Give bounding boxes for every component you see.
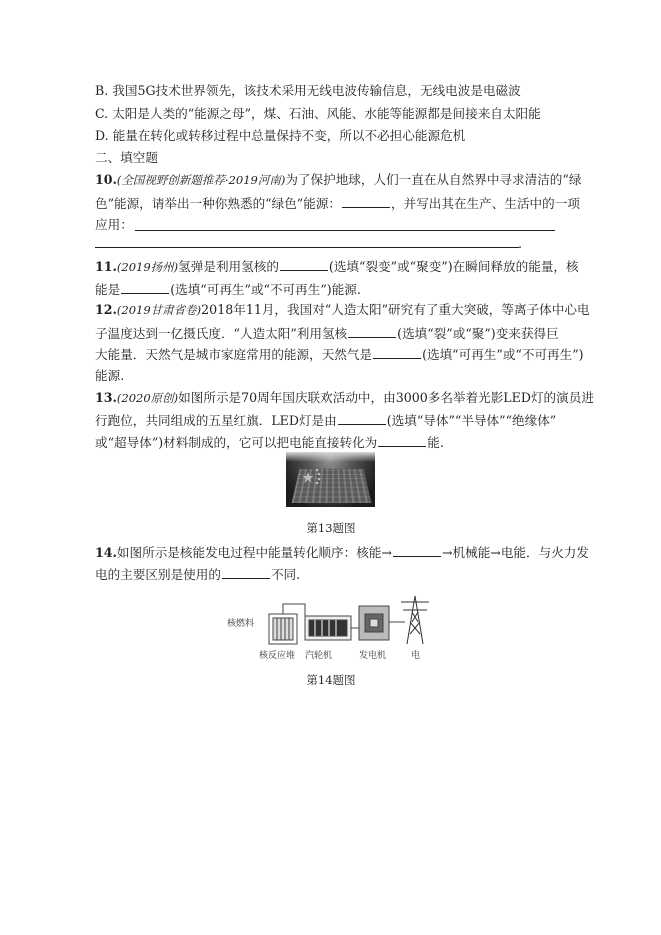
label-generator: 发电机 bbox=[359, 651, 387, 661]
q12-text-1: 2018年11月，我国对“人造太阳”研究有了重大突破，等离子体中心电 bbox=[201, 302, 590, 317]
generator-icon bbox=[359, 606, 405, 640]
q12-line-1 bbox=[95, 302, 590, 318]
q13-text-3b: 能. bbox=[427, 435, 444, 450]
section-title: 二、填空题 bbox=[95, 150, 158, 165]
q12-blank-2[interactable] bbox=[373, 346, 421, 359]
q12-text-3a: 大能量．天然气是城市家庭常用的能源，天然气是 bbox=[95, 347, 373, 362]
q13-text-3a: 或“超导体”)材料制成的，它可以把电能直接转化为 bbox=[95, 435, 378, 450]
q11-blank-1[interactable] bbox=[280, 258, 328, 271]
q13-source: (2020原创) bbox=[116, 391, 179, 405]
label-reactor: 核反应堆 bbox=[259, 651, 296, 661]
q13-blank-1[interactable] bbox=[338, 412, 386, 425]
q11-number: 11. bbox=[95, 259, 117, 274]
q13-line-3 bbox=[95, 434, 444, 451]
q13-line-2 bbox=[95, 412, 556, 429]
q10-end-mark: . bbox=[518, 236, 523, 251]
q12-line-2 bbox=[95, 325, 559, 342]
q10-line-1 bbox=[95, 172, 581, 188]
reactor-icon bbox=[269, 604, 305, 644]
q12-line-4 bbox=[95, 368, 124, 384]
label-fuel: 核燃料 bbox=[227, 619, 255, 629]
option-b: B. 我国5G技术世界领先，该技术采用无线电波传输信息，无线电波是电磁波 bbox=[95, 83, 521, 98]
q10-line-2 bbox=[95, 195, 580, 212]
q14-blank-2[interactable] bbox=[222, 566, 270, 579]
q11-text-1b: (选填“裂变”或“聚变”)在瞬间释放的能量，核 bbox=[328, 259, 579, 274]
q13-line-1 bbox=[95, 390, 594, 406]
turbine-icon bbox=[305, 616, 359, 640]
q10-blank-application-1[interactable] bbox=[135, 230, 555, 231]
q11-source: (2019扬州) bbox=[116, 260, 179, 274]
q12-text-2a: 子温度达到一亿摄氏度．“人造太阳”利用氢核 bbox=[95, 326, 348, 341]
q12-source: (2019甘肃省卷) bbox=[116, 303, 202, 317]
q14-line-1 bbox=[95, 544, 589, 561]
q10-source: (全国视野创新题推荐·2019河南) bbox=[116, 173, 286, 187]
q10-blank-energy[interactable] bbox=[342, 195, 390, 208]
option-c: C. 太阳是人类的“能源之母”，煤、石油、风能、水能等能源都是间接来自太阳能 bbox=[95, 106, 541, 121]
power-tower-icon bbox=[401, 596, 429, 644]
q11-line-1 bbox=[95, 258, 579, 275]
q10-number: 10. bbox=[95, 172, 117, 187]
nuclear-power-diagram bbox=[225, 592, 440, 664]
q10-text-1: 为了保护地球，人们一直在从自然界中寻求清洁的“绿 bbox=[285, 172, 582, 187]
label-turbine: 汽轮机 bbox=[305, 651, 333, 661]
q13-text-2b: (选填“导体”“半导体”“绝缘体” bbox=[386, 413, 557, 428]
q10-text-2b: ，并写出其在生产、生活中的一项 bbox=[391, 196, 580, 211]
q14-number: 14. bbox=[95, 545, 117, 560]
q13-blank-2[interactable] bbox=[378, 434, 426, 447]
q12-text-2b: (选填“裂”或“聚”)变来获得巨 bbox=[397, 326, 559, 341]
q13-text-1: 如图所示是70周年国庆联欢活动中，由3000多名举着光影LED灯的演员进 bbox=[178, 390, 594, 405]
q11-text-2a: 能是 bbox=[95, 282, 121, 297]
q12-blank-1[interactable] bbox=[348, 325, 396, 338]
q10-blank-application-2[interactable] bbox=[95, 247, 519, 248]
q11-line-2 bbox=[95, 281, 361, 298]
q14-text-1b: →机械能→电能．与火力发 bbox=[441, 545, 589, 560]
q11-blank-2[interactable] bbox=[121, 281, 169, 294]
q10-line-3 bbox=[95, 217, 133, 233]
q14-line-2 bbox=[95, 566, 300, 583]
q13-figure-caption: 第13题图 bbox=[306, 521, 356, 535]
q14-text-1a: 如图所示是核能发电过程中能量转化顺序：核能→ bbox=[116, 545, 392, 560]
q10-text-3: 应用： bbox=[95, 217, 133, 232]
q14-figure-caption: 第14题图 bbox=[306, 673, 356, 687]
q12-number: 12. bbox=[95, 302, 117, 317]
q14-blank-1[interactable] bbox=[393, 544, 441, 557]
q14-text-2a: 电的主要区别是使用的 bbox=[95, 567, 221, 582]
q11-text-1a: 氢弹是利用氢核的 bbox=[178, 259, 279, 274]
q11-text-2b: (选填“可再生”或“不可再生”)能源. bbox=[170, 282, 361, 297]
option-d: D. 能量在转化或转移过程中总量保持不变，所以不必担心能源危机 bbox=[95, 128, 466, 143]
q12-text-3b: (选填“可再生”或“不可再生”) bbox=[422, 347, 584, 362]
q12-text-4: 能源. bbox=[95, 368, 125, 383]
q14-text-2b: 不同. bbox=[270, 567, 301, 582]
label-grid: 电 bbox=[411, 651, 421, 661]
q10-text-2a: 色”能源，请举出一种你熟悉的“绿色”能源： bbox=[95, 196, 342, 211]
flag-stars-icon bbox=[286, 452, 375, 507]
q13-number: 13. bbox=[95, 390, 117, 405]
q12-line-3 bbox=[95, 346, 584, 363]
flag-formation-photo bbox=[286, 452, 375, 507]
q13-text-2a: 行跑位，共同组成的五星红旗．LED灯是由 bbox=[95, 413, 337, 428]
